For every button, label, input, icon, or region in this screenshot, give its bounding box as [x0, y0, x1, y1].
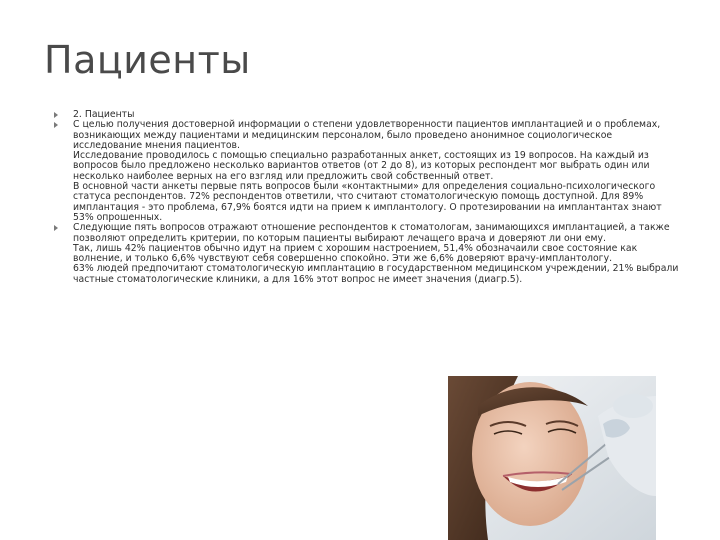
bullet-paragraph: Исследование проводилось с помощью специально разработанных анкет, состоящих из 19 вопросов. На каждый из вопросов было предложено несколько вариантов ответов (от 2 до 8), из которых респондент мог выбрать один или несколько наиболее верных на его взгляд или предложить свой собственный ответ.	[73, 150, 650, 182]
dental-patient-illustration	[448, 376, 656, 540]
triangle-bullet-icon	[54, 122, 58, 128]
bullet-paragraph: Так, лишь 42% пациентов обычно идут на прием с хорошим настроением, 51,4% обозначаили свое состояние как волнение, и только 6,6% чувствуют себя совершенно спокойно. Эти же 6,6% доверяют врачу-имплантологу.	[73, 242, 638, 265]
bullet-paragraph: Следующие пять вопросов отражают отношение респондентов к стоматологам, занимающихся имплантацией, а также позволяют определить критерии, по которым пациенты выбирают лечащего врача и доверяют ли они ему.	[73, 222, 670, 244]
bullet-item	[52, 120, 682, 223]
bullet-paragraph: В основной части анкеты первые пять вопросов были «контактными» для определения социально-психологического статуса респондентов. 72% респондентов ответили, что считают стоматологическую помощь доступной. Для 89% имплантация - это проблема, 67,9% боятся идти на прием к имплантологу. О протезировании на имплантантах знают 53% опрошенных.	[73, 181, 662, 223]
bullet-paragraph: 2. Пациенты	[73, 109, 135, 120]
bullet-list	[52, 110, 682, 285]
dental-patient-photo	[448, 376, 656, 540]
triangle-bullet-icon	[54, 112, 58, 118]
bullet-paragraph: С целью получения достоверной информации о степени удовлетворенности пациентов имплантацией и о проблемах, возникающих между пациентами и медицинским персоналом, было проведено анонимное социологическое исследование мнения пациентов.	[73, 119, 661, 151]
bullet-item	[52, 223, 682, 285]
triangle-bullet-icon	[54, 225, 58, 231]
bullet-paragraph: 63% людей предпочитают стоматологическую имплантацию в государственном медицинском учреждении, 21% выбрали частные стоматологические клиники, а для 16% этот вопрос не имеет значения (диагр.5).	[73, 263, 679, 285]
slide-title: Пациенты	[44, 38, 251, 82]
